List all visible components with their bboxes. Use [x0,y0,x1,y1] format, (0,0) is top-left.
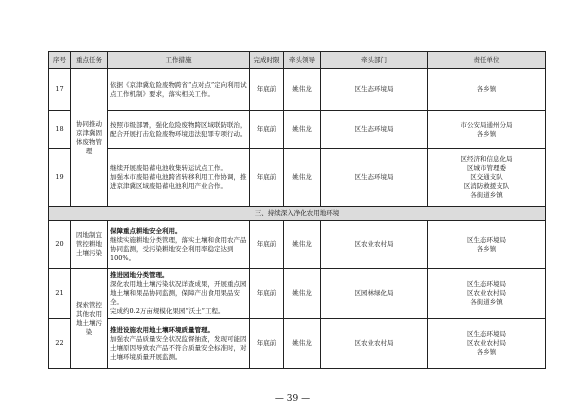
unit-name: 各街道乡镇 [470,191,503,199]
units-cell [428,269,546,319]
measure-text: 加强本市废铅蓄电池跨省转移利用工作协调，推进京津冀区域废铅蓄电池利用产业合作。 [110,173,247,190]
deadline-cell: 年底前 [250,269,284,319]
measure-text: 依据《京津冀危险废物跨省“点对点”定向利用试点工作机制》要求，落实相关工作。 [110,80,247,98]
deadline-cell: 年底前 [250,221,284,269]
measure-text: 继续开展废铅蓄电池收集转运试点工作。 [110,164,227,172]
measure-title: 推进园地分类管理。 [110,271,169,279]
measure-text: 按照市级部署，强化危险废物跨区域联防联治，配合开展打击危险废物环境违法犯罪专项行动。 [110,120,247,138]
header-leader: 牵头领导 [284,52,321,69]
unit-name: 各乡镇 [476,348,497,356]
deadline-cell: 年底前 [250,111,284,149]
row-no: 19 [49,149,71,207]
table-row [49,69,546,111]
unit-name: 各街道乡镇 [470,298,503,306]
dept-cell: 区农业农村局 [321,221,428,269]
section-title: 三、持续深入净化农用地环境 [49,207,546,221]
header-units: 责任单位 [428,52,546,69]
table-row [49,111,546,149]
units-cell [428,221,546,269]
row-no: 17 [49,69,71,111]
unit-name: 各乡镇 [476,85,497,93]
dept-cell: 区园林绿化局 [321,269,428,319]
units-cell [428,319,546,369]
header-measures: 工作措施 [108,52,250,69]
deadline-cell: 年底前 [250,69,284,111]
table-row [49,319,546,369]
unit-name: 区农业农村局 [467,339,506,347]
unit-name: 区城市管理委 [467,164,506,172]
header-deadline: 完成时限 [250,52,284,69]
measures-cell [108,111,250,149]
leader-cell: 姚伟龙 [284,221,321,269]
section-row [49,207,546,221]
units-cell [428,111,546,149]
dept-cell: 区生态环境局 [321,149,428,207]
table-row [49,269,546,319]
measure-title: 保障重点耕地安全利用。 [110,226,182,235]
table-row [49,221,546,269]
measure-title: 推进设施农用地土壤环境质量管理。 [110,325,214,334]
header-task: 重点任务 [71,52,108,69]
task-table [48,51,546,369]
task-cell: 探索管控其他农用地土壤污染 [71,269,108,369]
measure-text: 完成约0.2万亩规模化果园“沃土”工程。 [110,307,225,315]
measure-text: 加强农产品质量安全状况监督抽查，发现可能因土壤原因导致农产品不符合质量安全标准时，对土壤环境质量开展监测。 [110,334,247,361]
header-no: 序号 [49,52,71,69]
dept-cell: 区农业农村局 [321,319,428,369]
unit-name: 各乡镇 [476,129,497,138]
task-cell: 协同推动京津冀固体废物管理 [71,69,108,207]
unit-name: 区消防救援支队 [463,182,510,190]
unit-name: 区生态环境局 [467,235,506,244]
row-no: 18 [49,111,71,149]
deadline-cell: 年底前 [250,319,284,369]
dept-cell: 区生态环境局 [321,69,428,111]
page-number: — 39 — [274,394,311,404]
measures-cell [108,221,250,269]
leader-cell: 姚伟龙 [284,111,321,149]
leader-cell: 姚伟龙 [284,69,321,111]
measure-text: 继续实施耕地分类管理，落实土壤和食用农产品协同监测，受污染耕地安全利用率稳定达到100%。 [110,235,247,262]
measures-cell [108,69,250,111]
header-dept: 牵头部门 [321,52,428,69]
unit-name: 区生态环境局 [467,330,506,338]
row-no: 20 [49,221,71,269]
row-no: 22 [49,319,71,369]
units-cell [428,149,546,207]
measures-cell [108,149,250,207]
units-cell [428,69,546,111]
table-row [49,149,546,207]
measures-cell [108,269,250,319]
unit-name: 区经济和信息化局 [460,155,513,163]
deadline-cell: 年底前 [250,149,284,207]
leader-cell: 姚伟龙 [284,269,321,319]
measure-text: 深化农用地土壤污染状况详查成果，开展重点园地土壤和果品协同监测，保障产出食用果品安全。 [110,280,247,306]
unit-name: 区农业农村局 [467,289,506,297]
row-no: 21 [49,269,71,319]
dept-cell: 区生态环境局 [321,111,428,149]
leader-cell: 姚伟龙 [284,319,321,369]
unit-name: 区生态环境局 [467,280,506,288]
measures-cell [108,319,250,369]
unit-name: 各乡镇 [476,244,497,253]
leader-cell: 姚伟龙 [284,149,321,207]
unit-name: 区交通支队 [470,173,503,181]
table-header-row [49,52,546,69]
unit-name: 市公安局通州分局 [460,120,513,129]
task-cell: 因地制宜管控耕地土壤污染 [71,221,108,269]
